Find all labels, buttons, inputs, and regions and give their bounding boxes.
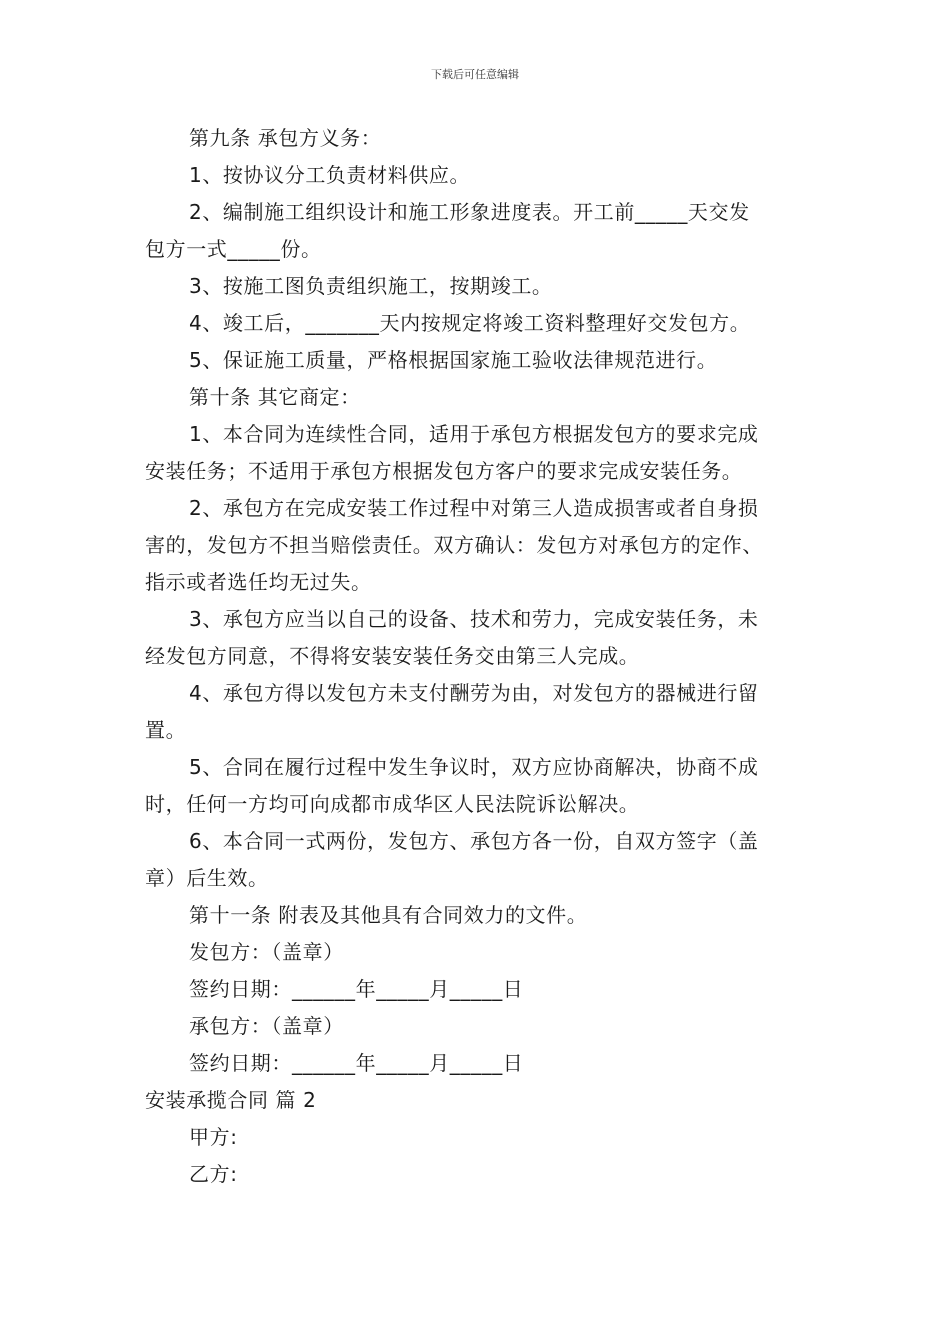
paragraph-line: 包方一式_____份。 (145, 237, 322, 261)
paragraph-line: 害的，发包方不担当赔偿责任。双方确认：发包方对承包方的定作、 (145, 533, 763, 557)
party-b-label: 乙方: (189, 1162, 238, 1186)
paragraph-line: 经发包方同意，不得将安装安装任务交由第三人完成。 (145, 644, 640, 668)
paragraph-line: 5、合同在履行过程中发生争议时，双方应协商解决，协商不成 (189, 755, 759, 779)
paragraph-line: 6、本合同一式两份，发包方、承包方各一份，自双方签字（盖 (189, 829, 759, 853)
paragraph-line: 4、竣工后，_______天内按规定将竣工资料整理好交发包方。 (189, 311, 751, 335)
paragraph-line: 3、承包方应当以自己的设备、技术和劳力，完成安装任务，未 (189, 607, 759, 631)
paragraph-line: 置。 (145, 718, 187, 742)
party-a-label: 甲方: (189, 1125, 238, 1149)
article-10-heading: 第十条 其它商定： (189, 385, 361, 409)
party-b-sign-date: 签约日期：______年_____月_____日 (189, 1051, 524, 1075)
paragraph-line: 时，任何一方均可向成都市成华区人民法院诉讼解决。 (145, 792, 640, 816)
article-9-heading: 第九条 承包方义务： (189, 126, 382, 150)
party-b-seal-line: 承包方：（盖章） (189, 1014, 344, 1038)
paragraph-line: 1、本合同为连续性合同，适用于承包方根据发包方的要求完成 (189, 422, 759, 446)
paragraph-line: 2、承包方在完成安装工作过程中对第三人造成损害或者自身损 (189, 496, 759, 520)
party-a-sign-date: 签约日期：______年_____月_____日 (189, 977, 524, 1001)
page-header: 下载后可任意编辑 (431, 68, 519, 81)
paragraph-line: 章）后生效。 (145, 866, 269, 890)
paragraph-line: 指示或者选任均无过失。 (145, 570, 372, 594)
article-11-heading: 第十一条 附表及其他具有合同效力的文件。 (189, 903, 588, 927)
party-a-seal-line: 发包方：（盖章） (189, 940, 344, 964)
paragraph-line: 4、承包方得以发包方未支付酬劳为由，对发包方的器械进行留 (189, 681, 759, 705)
paragraph-line: 1、按协议分工负责材料供应。 (189, 163, 471, 187)
paragraph-line: 3、按施工图负责组织施工，按期竣工。 (189, 274, 553, 298)
section-title: 安装承揽合同 篇 2 (145, 1088, 317, 1112)
paragraph-line: 5、保证施工质量，严格根据国家施工验收法律规范进行。 (189, 348, 718, 372)
paragraph-line: 安装任务；不适用于承包方根据发包方客户的要求完成安装任务。 (145, 459, 743, 483)
paragraph-line: 2、编制施工组织设计和施工形象进度表。开工前_____天交发 (189, 200, 750, 224)
